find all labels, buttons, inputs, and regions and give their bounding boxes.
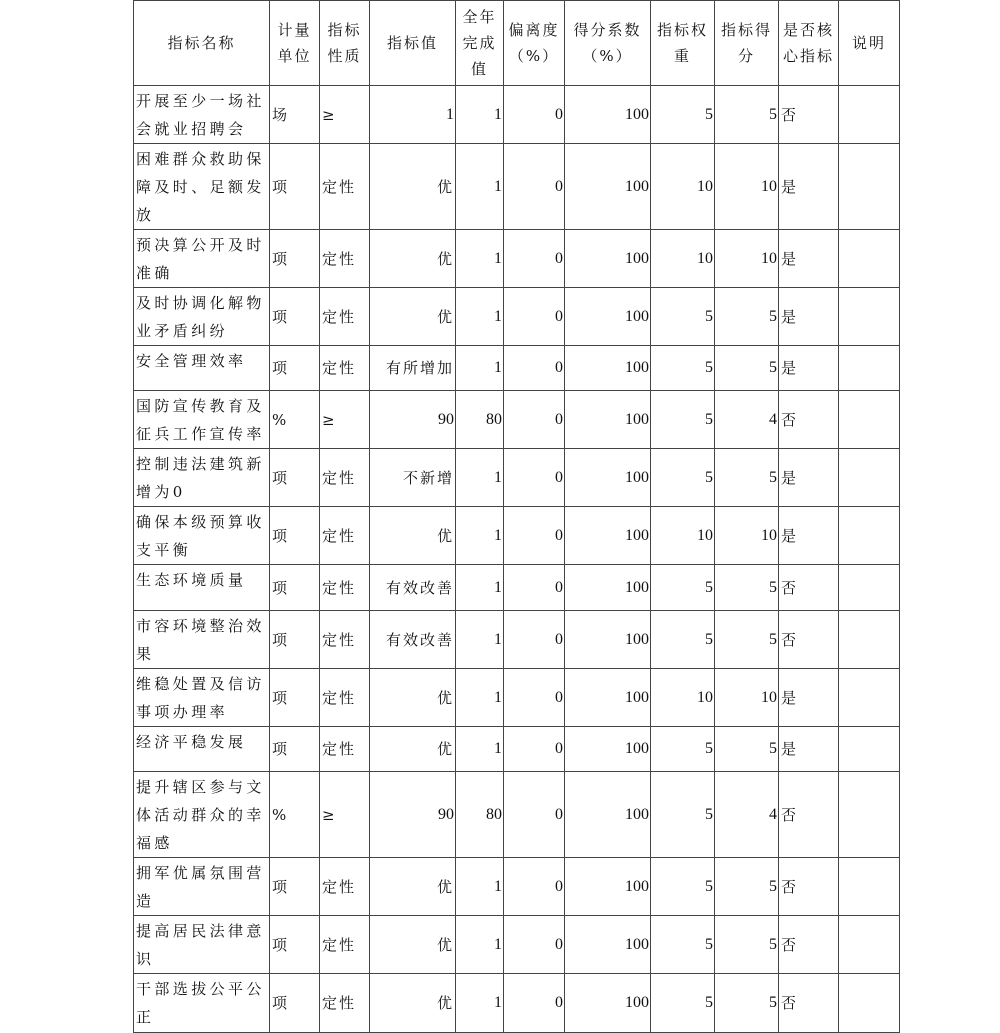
cell-unit: 项 — [270, 507, 320, 565]
cell-nature: ≥ — [320, 772, 370, 858]
cell-weight: 5 — [651, 727, 715, 772]
cell-weight: 5 — [651, 772, 715, 858]
cell-score: 5 — [715, 974, 779, 1033]
cell-is-core: 否 — [779, 86, 839, 144]
cell-actual-value: 1 — [456, 230, 504, 288]
cell-weight: 5 — [651, 288, 715, 346]
table-row — [134, 230, 900, 288]
cell-deviation: 0 — [504, 144, 565, 230]
cell-actual-value: 1 — [456, 346, 504, 391]
cell-target-value: 90 — [370, 391, 456, 449]
cell-actual-value: 1 — [456, 916, 504, 974]
cell-target-value: 优 — [370, 916, 456, 974]
cell-actual-value: 1 — [456, 449, 504, 507]
cell-nature: ≥ — [320, 86, 370, 144]
cell-indicator-name: 国防宣传教育及征兵工作宣传率 — [134, 391, 270, 449]
cell-unit: % — [270, 772, 320, 858]
cell-remarks — [839, 507, 900, 565]
cell-deviation: 0 — [504, 391, 565, 449]
header-nature: 指标性质 — [320, 1, 370, 86]
cell-actual-value: 1 — [456, 86, 504, 144]
table-row — [134, 669, 900, 727]
table-row — [134, 916, 900, 974]
header-score-coefficient: 得分系数（%） — [565, 1, 651, 86]
cell-remarks — [839, 974, 900, 1033]
cell-unit: 项 — [270, 449, 320, 507]
table-row — [134, 507, 900, 565]
cell-target-value: 优 — [370, 144, 456, 230]
table-row — [134, 974, 900, 1033]
cell-indicator-name: 拥军优属氛围营造 — [134, 858, 270, 916]
cell-score: 5 — [715, 449, 779, 507]
cell-score: 10 — [715, 144, 779, 230]
cell-weight: 5 — [651, 565, 715, 611]
cell-indicator-name: 预决算公开及时准确 — [134, 230, 270, 288]
cell-remarks — [839, 611, 900, 669]
cell-weight: 10 — [651, 669, 715, 727]
cell-score: 4 — [715, 772, 779, 858]
cell-actual-value: 1 — [456, 669, 504, 727]
cell-indicator-name: 经济平稳发展 — [134, 727, 270, 772]
header-unit: 计量单位 — [270, 1, 320, 86]
cell-target-value: 90 — [370, 772, 456, 858]
cell-deviation: 0 — [504, 230, 565, 288]
cell-unit: 场 — [270, 86, 320, 144]
cell-score: 10 — [715, 507, 779, 565]
cell-remarks — [839, 858, 900, 916]
cell-score: 10 — [715, 669, 779, 727]
table-row — [134, 391, 900, 449]
table-row — [134, 86, 900, 144]
cell-target-value: 优 — [370, 230, 456, 288]
cell-score-coefficient: 100 — [565, 611, 651, 669]
cell-nature: 定性 — [320, 288, 370, 346]
cell-remarks — [839, 144, 900, 230]
cell-weight: 5 — [651, 449, 715, 507]
cell-deviation: 0 — [504, 346, 565, 391]
cell-remarks — [839, 449, 900, 507]
cell-nature: 定性 — [320, 144, 370, 230]
cell-actual-value: 1 — [456, 565, 504, 611]
cell-deviation: 0 — [504, 772, 565, 858]
cell-indicator-name: 困难群众救助保障及时、足额发放 — [134, 144, 270, 230]
cell-score-coefficient: 100 — [565, 974, 651, 1033]
cell-deviation: 0 — [504, 611, 565, 669]
cell-target-value: 有效改善 — [370, 611, 456, 669]
cell-score: 5 — [715, 565, 779, 611]
cell-nature: 定性 — [320, 611, 370, 669]
cell-deviation: 0 — [504, 916, 565, 974]
cell-target-value: 优 — [370, 727, 456, 772]
cell-remarks — [839, 86, 900, 144]
cell-deviation: 0 — [504, 449, 565, 507]
cell-unit: 项 — [270, 611, 320, 669]
cell-indicator-name: 维稳处置及信访事项办理率 — [134, 669, 270, 727]
cell-target-value: 优 — [370, 669, 456, 727]
cell-weight: 5 — [651, 858, 715, 916]
cell-actual-value: 1 — [456, 858, 504, 916]
cell-score-coefficient: 100 — [565, 449, 651, 507]
cell-unit: 项 — [270, 974, 320, 1033]
table-row — [134, 144, 900, 230]
header-remarks: 说明 — [839, 1, 900, 86]
cell-score-coefficient: 100 — [565, 391, 651, 449]
header-indicator-name: 指标名称 — [134, 1, 270, 86]
cell-unit: 项 — [270, 727, 320, 772]
table-row — [134, 772, 900, 858]
cell-nature: 定性 — [320, 230, 370, 288]
cell-actual-value: 1 — [456, 611, 504, 669]
cell-nature: 定性 — [320, 727, 370, 772]
cell-indicator-name: 及时协调化解物业矛盾纠纷 — [134, 288, 270, 346]
cell-is-core: 是 — [779, 144, 839, 230]
cell-score: 5 — [715, 916, 779, 974]
cell-score: 5 — [715, 858, 779, 916]
header-weight: 指标权重 — [651, 1, 715, 86]
cell-actual-value: 1 — [456, 974, 504, 1033]
cell-unit: 项 — [270, 288, 320, 346]
cell-indicator-name: 开展至少一场社会就业招聘会 — [134, 86, 270, 144]
header-is-core: 是否核心指标 — [779, 1, 839, 86]
cell-is-core: 是 — [779, 669, 839, 727]
cell-indicator-name: 控制违法建筑新增为0 — [134, 449, 270, 507]
table-row — [134, 288, 900, 346]
cell-is-core: 否 — [779, 565, 839, 611]
cell-deviation: 0 — [504, 86, 565, 144]
cell-deviation: 0 — [504, 727, 565, 772]
cell-remarks — [839, 772, 900, 858]
cell-deviation: 0 — [504, 669, 565, 727]
cell-actual-value: 80 — [456, 391, 504, 449]
cell-nature: 定性 — [320, 565, 370, 611]
cell-nature: 定性 — [320, 669, 370, 727]
table-row — [134, 449, 900, 507]
cell-nature: 定性 — [320, 449, 370, 507]
header-actual-value: 全年完成值 — [456, 1, 504, 86]
cell-score-coefficient: 100 — [565, 144, 651, 230]
cell-is-core: 是 — [779, 449, 839, 507]
cell-weight: 5 — [651, 86, 715, 144]
cell-is-core: 是 — [779, 230, 839, 288]
cell-weight: 10 — [651, 144, 715, 230]
cell-unit: 项 — [270, 346, 320, 391]
cell-score-coefficient: 100 — [565, 346, 651, 391]
cell-remarks — [839, 669, 900, 727]
table-row — [134, 611, 900, 669]
cell-unit: 项 — [270, 144, 320, 230]
cell-is-core: 否 — [779, 611, 839, 669]
cell-nature: 定性 — [320, 346, 370, 391]
cell-deviation: 0 — [504, 288, 565, 346]
cell-indicator-name: 市容环境整治效果 — [134, 611, 270, 669]
cell-nature: ≥ — [320, 391, 370, 449]
cell-nature: 定性 — [320, 507, 370, 565]
cell-score-coefficient: 100 — [565, 772, 651, 858]
cell-remarks — [839, 565, 900, 611]
cell-is-core: 否 — [779, 772, 839, 858]
cell-target-value: 优 — [370, 974, 456, 1033]
cell-remarks — [839, 916, 900, 974]
cell-nature: 定性 — [320, 974, 370, 1033]
cell-is-core: 否 — [779, 974, 839, 1033]
cell-deviation: 0 — [504, 565, 565, 611]
cell-weight: 5 — [651, 611, 715, 669]
cell-score: 5 — [715, 727, 779, 772]
cell-weight: 10 — [651, 507, 715, 565]
cell-target-value: 优 — [370, 507, 456, 565]
cell-remarks — [839, 288, 900, 346]
cell-deviation: 0 — [504, 974, 565, 1033]
cell-nature: 定性 — [320, 916, 370, 974]
cell-target-value: 有效改善 — [370, 565, 456, 611]
cell-score-coefficient: 100 — [565, 86, 651, 144]
cell-target-value: 优 — [370, 858, 456, 916]
cell-actual-value: 1 — [456, 144, 504, 230]
cell-remarks — [839, 391, 900, 449]
cell-remarks — [839, 727, 900, 772]
cell-actual-value: 1 — [456, 727, 504, 772]
cell-actual-value: 1 — [456, 288, 504, 346]
cell-indicator-name: 安全管理效率 — [134, 346, 270, 391]
cell-is-core: 否 — [779, 916, 839, 974]
cell-indicator-name: 生态环境质量 — [134, 565, 270, 611]
cell-score: 5 — [715, 346, 779, 391]
cell-indicator-name: 干部选拔公平公正 — [134, 974, 270, 1033]
table-row — [134, 858, 900, 916]
cell-actual-value: 1 — [456, 507, 504, 565]
cell-is-core: 是 — [779, 288, 839, 346]
header-deviation: 偏离度（%） — [504, 1, 565, 86]
cell-remarks — [839, 346, 900, 391]
table-row — [134, 565, 900, 611]
cell-actual-value: 80 — [456, 772, 504, 858]
cell-weight: 5 — [651, 916, 715, 974]
cell-indicator-name: 提升辖区参与文体活动群众的幸福感 — [134, 772, 270, 858]
header-score: 指标得分 — [715, 1, 779, 86]
cell-score-coefficient: 100 — [565, 230, 651, 288]
cell-weight: 5 — [651, 974, 715, 1033]
cell-unit: 项 — [270, 565, 320, 611]
cell-score-coefficient: 100 — [565, 288, 651, 346]
cell-is-core: 是 — [779, 727, 839, 772]
cell-score-coefficient: 100 — [565, 669, 651, 727]
table-row — [134, 346, 900, 391]
cell-score: 10 — [715, 230, 779, 288]
cell-score-coefficient: 100 — [565, 858, 651, 916]
cell-score-coefficient: 100 — [565, 565, 651, 611]
cell-unit: 项 — [270, 669, 320, 727]
cell-score: 5 — [715, 86, 779, 144]
cell-score-coefficient: 100 — [565, 507, 651, 565]
cell-target-value: 优 — [370, 288, 456, 346]
cell-target-value: 1 — [370, 86, 456, 144]
cell-unit: 项 — [270, 916, 320, 974]
cell-unit: 项 — [270, 858, 320, 916]
cell-weight: 5 — [651, 391, 715, 449]
cell-deviation: 0 — [504, 858, 565, 916]
cell-score-coefficient: 100 — [565, 727, 651, 772]
cell-indicator-name: 确保本级预算收支平衡 — [134, 507, 270, 565]
performance-indicator-table — [133, 0, 900, 1033]
cell-is-core: 是 — [779, 346, 839, 391]
cell-score: 5 — [715, 611, 779, 669]
cell-is-core: 是 — [779, 507, 839, 565]
cell-score-coefficient: 100 — [565, 916, 651, 974]
cell-weight: 10 — [651, 230, 715, 288]
cell-indicator-name: 提高居民法律意识 — [134, 916, 270, 974]
cell-target-value: 不新增 — [370, 449, 456, 507]
cell-weight: 5 — [651, 346, 715, 391]
cell-nature: 定性 — [320, 858, 370, 916]
cell-unit: 项 — [270, 230, 320, 288]
cell-deviation: 0 — [504, 507, 565, 565]
cell-score: 4 — [715, 391, 779, 449]
cell-is-core: 否 — [779, 391, 839, 449]
cell-remarks — [839, 230, 900, 288]
cell-is-core: 否 — [779, 858, 839, 916]
cell-unit: % — [270, 391, 320, 449]
table-row — [134, 727, 900, 772]
header-target-value: 指标值 — [370, 1, 456, 86]
cell-target-value: 有所增加 — [370, 346, 456, 391]
cell-score: 5 — [715, 288, 779, 346]
header-row — [134, 1, 900, 86]
